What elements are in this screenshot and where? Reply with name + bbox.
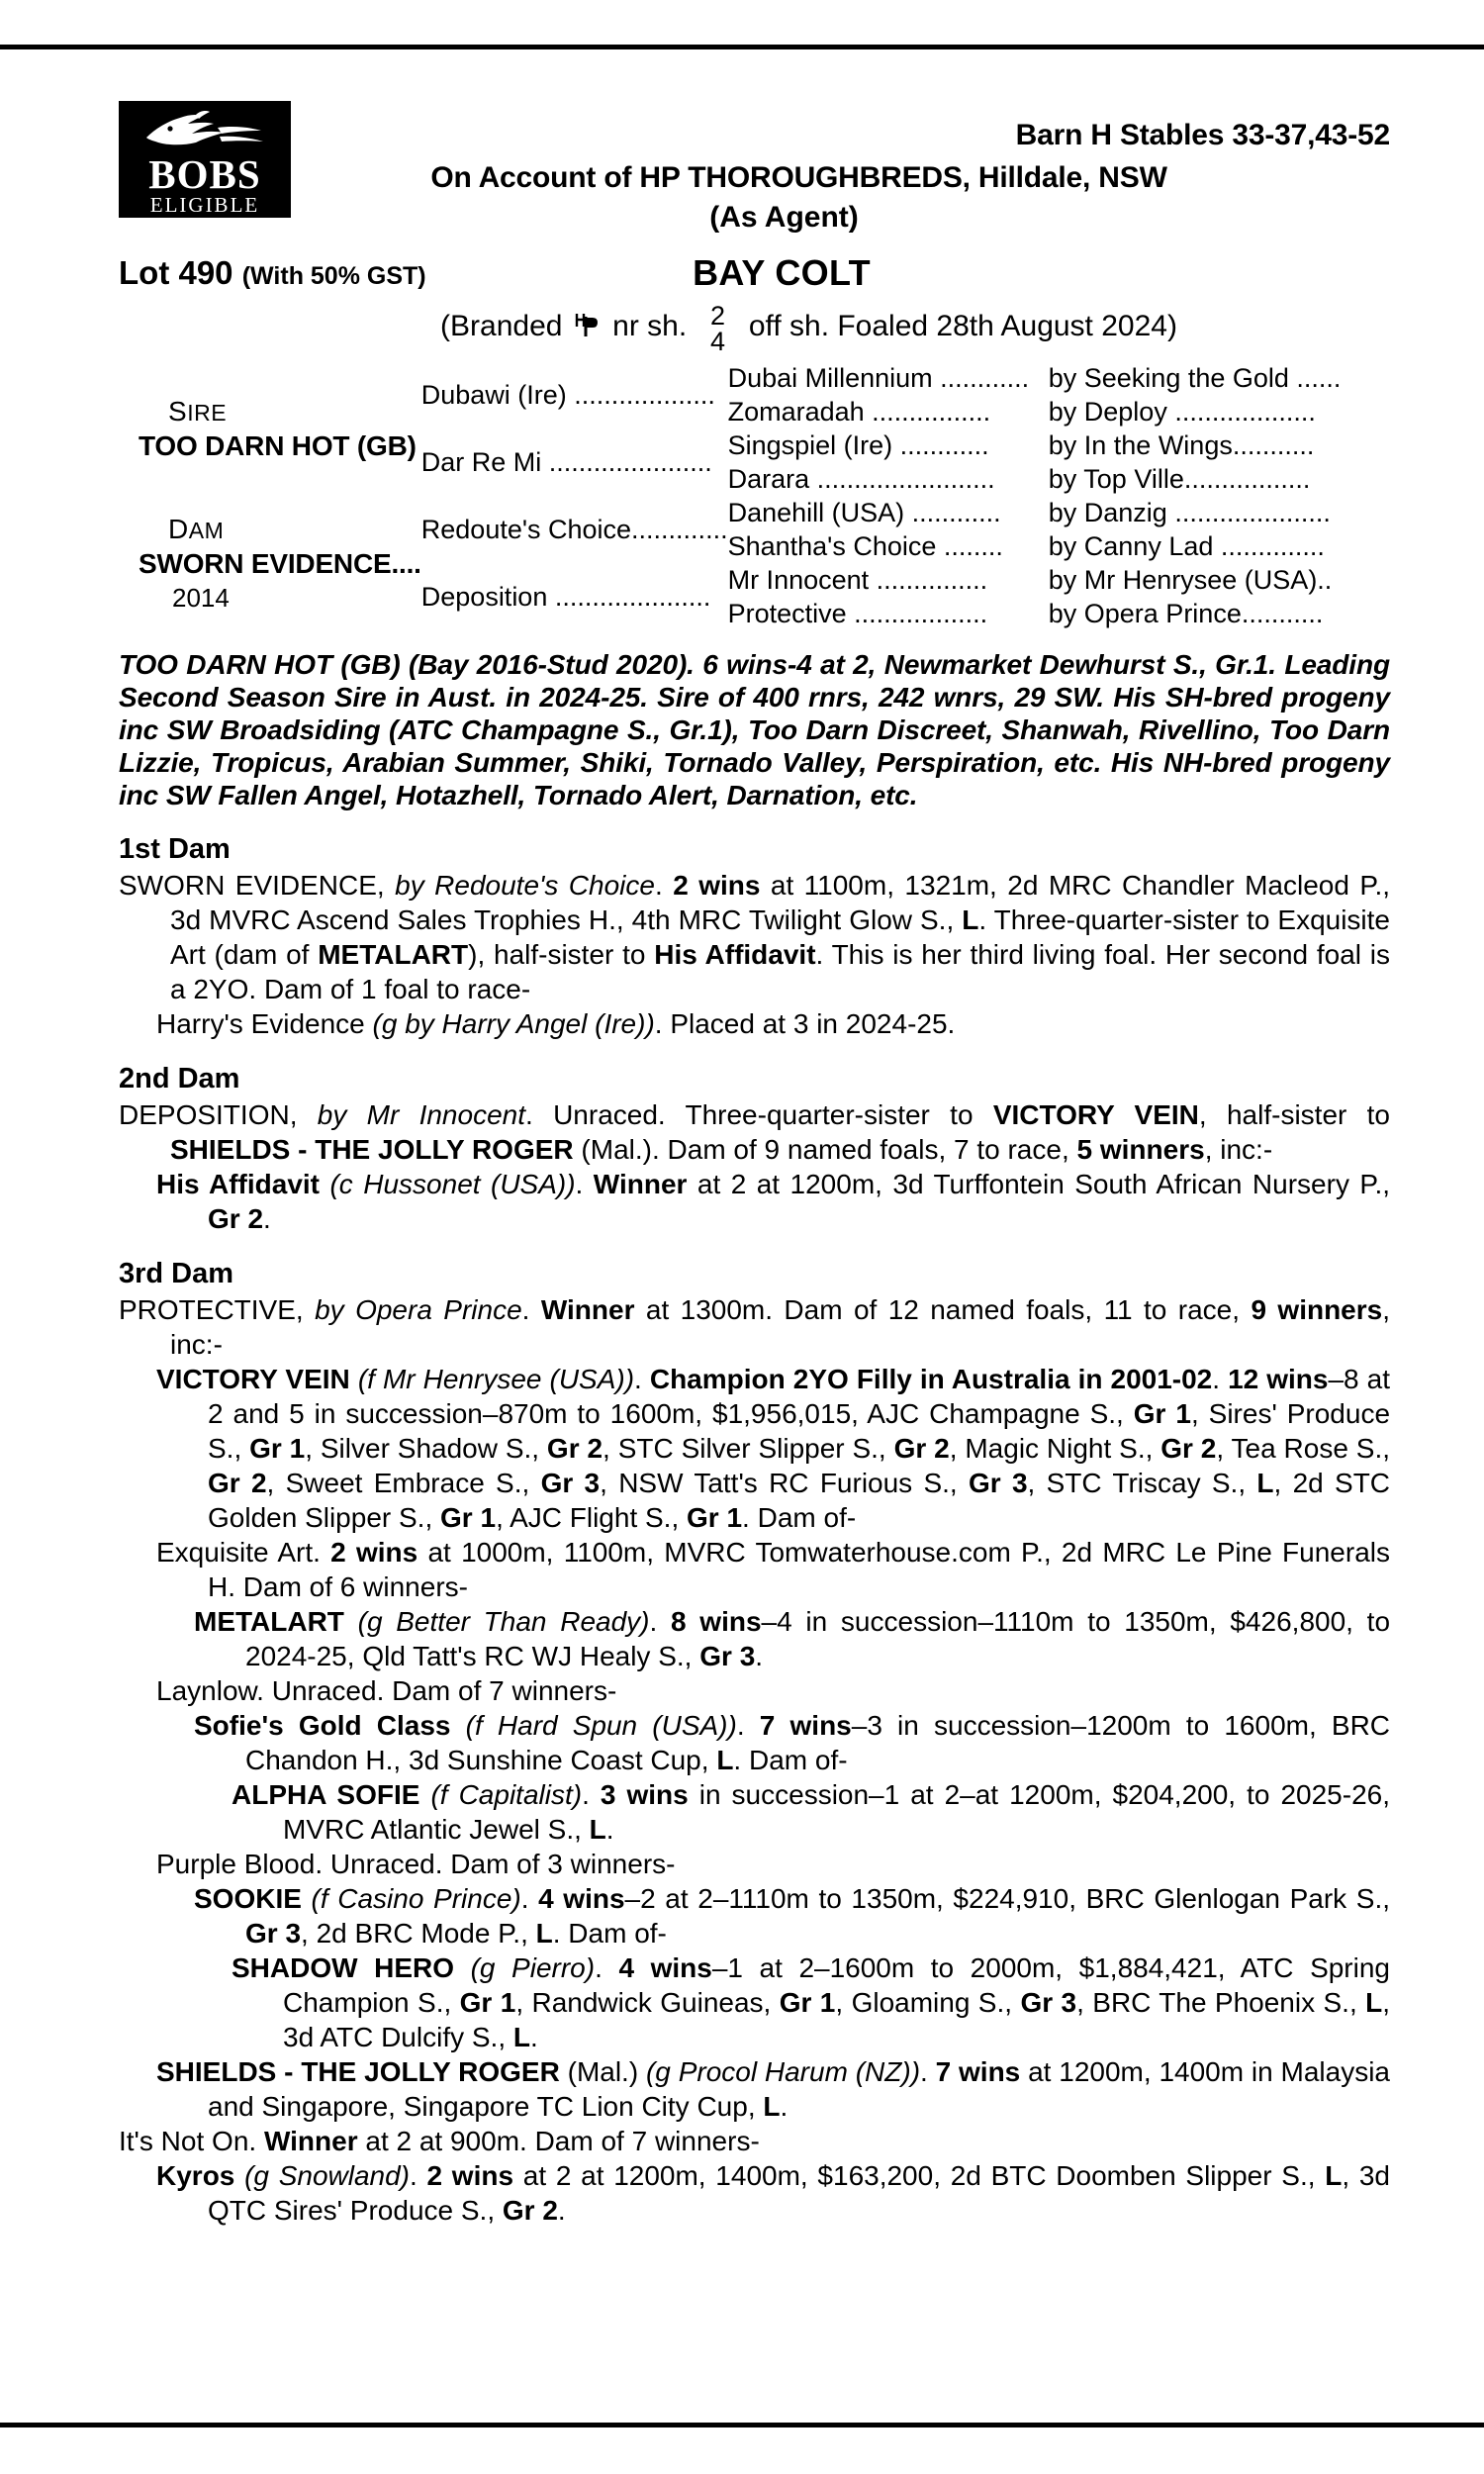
table-row [119, 496, 1390, 529]
ancestor-name: Dubai Millennium ............ [727, 363, 1030, 393]
ancestor-name: Shantha's Choice ........ [727, 531, 1003, 561]
dam-year: 2014 [172, 582, 230, 613]
pedigree-entry [119, 1362, 1390, 1535]
lot-gst-note: (With 50% GST) [241, 262, 426, 290]
entry-emphasis: Gr 2 [208, 1468, 267, 1498]
bobs-eligible-label: ELIGIBLE [149, 193, 260, 217]
page-content [119, 69, 1390, 2228]
entry-emphasis: SHADOW HERO [232, 1952, 455, 1983]
page-bottom-rule [0, 2423, 1484, 2427]
entry-emphasis: 4 wins [618, 1952, 712, 1983]
entry-text: at 1100m, 1321m, 2d MRC Chandler Macleod P., 3d MVRC Ascend Sales Trophies H., 4th MRC Twilight Glow S., [170, 870, 1391, 935]
entry-text: . [582, 1779, 601, 1810]
as-agent-label: (As Agent) [709, 201, 859, 234]
pedigree-entry [119, 1708, 1390, 1777]
ancestor-name: Mr Innocent ............... [727, 565, 988, 595]
entry-text: , Sires' Produce S., [208, 1398, 1391, 1464]
pedigree-entry [119, 1673, 1390, 1708]
brand-fraction-top: 2 [710, 301, 726, 331]
entry-text: . Dam of- [733, 1745, 848, 1775]
entry-breeding: (g by Harry Angel (Ire)) [372, 1008, 655, 1039]
entry-text: in succession–1 at 2–at 1200m, $204,200, to 2025-26, MVRC Atlantic Jewel S., [283, 1779, 1391, 1845]
entry-emphasis: Gr 2 [893, 1433, 950, 1464]
sire-summary-paragraph: TOO DARN HOT (GB) (Bay 2016-Stud 2020). 6 wins-4 at 2, Newmarket Dewhurst S., Gr.1. Leading Second Season Sire in Aust. in 2024-25. Sire of 400 rnrs, 242 wnrs, 29 SW. His SH-bred progeny inc SW Broadsiding (ATC Champagne S., Gr.1), Too Darn Discreet, Shanwah, Rivellino, Too Darn Lizzie, Tropicus, Arabian Summer, Shiki, Tornado Valley, Perspiration, etc. His NH-bred progeny inc SW Fallen Angel, Hotazhell, Tornado Alert, Darnation, etc. [119, 649, 1390, 810]
account-of-label: On Account of HP THOROUGHBREDS, Hilldale, NSW [430, 161, 1167, 194]
pedigree-table [119, 361, 1390, 630]
entry-text [419, 1779, 430, 1810]
brand-fraction-bottom: 4 [710, 327, 726, 356]
entry-emphasis: L [535, 1918, 553, 1949]
entry-text: , 3d QTC Sires' Produce S., [208, 2160, 1391, 2226]
pedigree-entry [119, 1847, 1390, 1881]
bobs-wordmark: BOBS [148, 151, 261, 197]
entry-text: . [755, 1641, 764, 1671]
pedigree-entry [119, 1881, 1390, 1951]
entry-emphasis: L [1325, 2160, 1343, 2191]
lot-title-row [119, 254, 1390, 302]
entry-text: , BRC The Phoenix S., [1076, 1987, 1366, 2018]
entry-emphasis: His Affidavit [654, 939, 816, 970]
entry-text: . [605, 1814, 614, 1845]
sire-cell [119, 361, 421, 496]
entry-text: –2 at 2–1110m to 1350m, $224,910, BRC Glenlogan Park S., [624, 1883, 1391, 1914]
entry-breeding: (f Capitalist) [430, 1779, 583, 1810]
entry-text: , STC Triscay S., [1027, 1468, 1257, 1498]
entry-emphasis: Gr 3 [245, 1918, 302, 1949]
entry-text: at 2 at 1200m, 1400m, $163,200, 2d BTC Doomben Slipper S., [513, 2160, 1326, 2191]
lot-number-text: Lot 490 [119, 254, 233, 291]
entry-text: , Tea Rose S., [1216, 1433, 1390, 1464]
entry-text: . [595, 1952, 619, 1983]
entry-text: . Unraced. Three-quarter-sister to [525, 1099, 993, 1130]
ancestor-sire: by Seeking the Gold ...... [1048, 363, 1342, 393]
entry-emphasis: 2 wins [330, 1537, 418, 1568]
ancestor-sire: by Mr Henrysee (USA).. [1048, 565, 1333, 595]
brand-details-inline [440, 301, 1177, 356]
entry-text: . [780, 2091, 788, 2122]
entry-text: . This is her third living foal. Her second foal is a 2YO. Dam of 1 foal to race- [170, 939, 1390, 1004]
entry-emphasis: Gr 3 [540, 1468, 601, 1498]
entry-emphasis: 3 wins [600, 1779, 689, 1810]
dam-dam-name: Deposition ..................... [420, 582, 711, 612]
pedigree-entry [119, 1292, 1390, 1362]
barn-stables-label: Barn H Stables 33-37,43-52 [1015, 119, 1390, 151]
entry-emphasis: Gr 2 [502, 2195, 558, 2226]
ancestor-sire: by Deploy ................... [1048, 397, 1316, 427]
entry-emphasis: SOOKIE [194, 1883, 302, 1914]
entry-text: , inc:- [170, 1294, 1390, 1360]
entry-text: . [557, 2195, 566, 2226]
entry-text: at 1000m, 1100m, MVRC Tomwaterhouse.com P., 2d MRC Le Pine Funerals H. Dam of 6 winners- [208, 1537, 1390, 1602]
entry-breeding: by Redoute's Choice [395, 870, 655, 901]
entry-emphasis: L [1365, 1987, 1383, 2018]
entry-emphasis: Gr 1 [440, 1502, 497, 1533]
entry-text: . [410, 2160, 427, 2191]
entry-breeding: (g Snowland) [244, 2160, 411, 2191]
entry-text [320, 1169, 329, 1199]
entry-emphasis: Gr 1 [687, 1502, 743, 1533]
entry-text: , Gloaming S., [835, 1987, 1021, 2018]
brand-details-row [119, 301, 1390, 356]
ancestor-name: Singspiel (Ire) ............ [727, 430, 989, 460]
page-title: BAY COLT [693, 252, 871, 293]
entry-emphasis: L [962, 904, 979, 935]
entry-breeding: (c Hussonet (USA)) [329, 1169, 576, 1199]
entry-text [450, 1710, 465, 1741]
dam-label: DAM [168, 513, 225, 544]
entry-emphasis: Gr 2 [208, 1203, 264, 1234]
entry-text: . Dam of- [552, 1918, 667, 1949]
entry-emphasis: 2 wins [673, 870, 761, 901]
ancestor-name: Protective .................. [727, 599, 988, 628]
H-P-brand-icon [573, 310, 603, 339]
entry-text: . [263, 1203, 271, 1234]
dam-cell [119, 496, 421, 630]
entry-emphasis: Gr 1 [1133, 1398, 1191, 1429]
ancestor-sire: by Danzig ..................... [1048, 498, 1331, 527]
entry-emphasis: Winner [263, 2126, 358, 2156]
dam-heading: 1st Dam [119, 833, 231, 865]
entry-text: . Three-quarter-sister to Exquisite Art (dam of [170, 904, 1391, 970]
brand-prefix-label: (Branded [440, 309, 563, 342]
entry-text: –8 at 2 and 5 in succession–870m to 1600m, $1,956,015, AJC Champagne S., [208, 1364, 1391, 1429]
entry-text: . Dam of- [742, 1502, 857, 1533]
entry-text: Laynlow. Unraced. Dam of 7 winners- [156, 1675, 617, 1706]
entry-text: , 3d ATC Dulcify S., [283, 1987, 1391, 2052]
pedigree-entry [119, 1167, 1390, 1236]
pedigree-entry [119, 1604, 1390, 1673]
entry-text: . [654, 870, 674, 901]
entry-breeding: by Opera Prince [315, 1294, 522, 1325]
entry-emphasis: VICTORY VEIN [156, 1364, 350, 1394]
entry-emphasis: Winner [540, 1294, 635, 1325]
dam-name: SWORN EVIDENCE.... [139, 547, 421, 579]
entry-text: Exquisite Art. [156, 1537, 331, 1568]
entry-text: –1 at 2–1600m to 2000m, $1,884,421, ATC Spring Champion S., [283, 1952, 1391, 2018]
entry-emphasis: 4 wins [538, 1883, 625, 1914]
sire-dam-name: Dar Re Mi ...................... [420, 447, 712, 477]
entry-text: , STC Silver Slipper S., [603, 1433, 894, 1464]
entry-emphasis: SHIELDS - THE JOLLY ROGER [170, 1134, 574, 1165]
entry-emphasis: 7 wins [935, 2056, 1021, 2087]
entry-breeding: (g Pierro) [470, 1952, 596, 1983]
entry-text: –4 in succession–1110m to 1350m, $426,800, to 2024-25, Qld Tatt's RC WJ Healy S., [245, 1606, 1391, 1671]
entry-text: . [1212, 1364, 1229, 1394]
entry-text: , Silver Shadow S., [305, 1433, 547, 1464]
entry-emphasis: L [589, 1814, 606, 1845]
entry-breeding: (f Mr Henrysee (USA)) [357, 1364, 635, 1394]
entry-emphasis: 8 wins [671, 1606, 762, 1637]
entry-text: , AJC Flight S., [496, 1502, 688, 1533]
entry-text: . Placed at 3 in 2024-25. [654, 1008, 956, 1039]
entry-emphasis: L [716, 1745, 734, 1775]
entry-text: DEPOSITION, [119, 1099, 318, 1130]
pedigree-entry [119, 2158, 1390, 2228]
entry-emphasis: Gr 2 [1160, 1433, 1217, 1464]
entry-emphasis: ALPHA SOFIE [232, 1779, 420, 1810]
entry-text: It's Not On. [119, 2126, 264, 2156]
entry-emphasis: Gr 1 [249, 1433, 306, 1464]
sire-label: SIRE [168, 395, 228, 427]
entry-text: at 1200m, 1400m in Malaysia and Singapore, Singapore TC Lion City Cup, [208, 2056, 1390, 2122]
ancestor-name: Zomaradah ................ [727, 397, 991, 427]
entry-emphasis: His Affidavit [156, 1169, 320, 1199]
entry-text: , NSW Tatt's RC Furious S., [600, 1468, 969, 1498]
entry-text: at 1300m. Dam of 12 named foals, 11 to race, [634, 1294, 1252, 1325]
entry-breeding: by Mr Innocent [317, 1099, 525, 1130]
entry-emphasis: VICTORY VEIN [992, 1099, 1199, 1130]
entry-text [344, 1606, 358, 1637]
dam-sections [119, 833, 1390, 2228]
entry-emphasis: Champion 2YO Filly in Australia in 2001-02 [649, 1364, 1213, 1394]
pedigree-entry [119, 868, 1390, 1006]
entry-breeding: (f Hard Spun (USA)) [465, 1710, 737, 1741]
entry-emphasis: Kyros [156, 2160, 235, 2191]
entry-text: . [520, 1883, 539, 1914]
entry-emphasis: Winner [593, 1169, 688, 1199]
brand-fraction [701, 303, 735, 354]
entry-emphasis: 5 winners [1076, 1134, 1205, 1165]
pedigree-entry [119, 2054, 1390, 2124]
entry-text: . [530, 2022, 538, 2052]
entry-text: SWORN EVIDENCE, [119, 870, 396, 901]
entry-emphasis: Gr 2 [546, 1433, 603, 1464]
entry-text: , 2d STC Golden Slipper S., [208, 1468, 1391, 1533]
entry-text: ), half-sister to [468, 939, 655, 970]
entry-text: , Magic Night S., [949, 1433, 1161, 1464]
entry-emphasis: 9 winners [1251, 1294, 1383, 1325]
brand-suffix-label: off sh. Foaled 28th August 2024) [748, 309, 1177, 342]
entry-emphasis: L [512, 2022, 530, 2052]
dam-heading: 3rd Dam [119, 1258, 234, 1289]
entry-text: , half-sister to [1198, 1099, 1390, 1130]
pedigree-entry [119, 1535, 1390, 1604]
entry-text: , Sweet Embrace S., [266, 1468, 541, 1498]
entry-emphasis: Gr 3 [969, 1468, 1028, 1498]
horse-head-icon [119, 110, 291, 153]
catalogue-header [119, 69, 1390, 252]
entry-text: –3 in succession–1200m to 1600m, BRC Chandon H., 3d Sunshine Coast Cup, [245, 1710, 1391, 1775]
sire-sire-name: Dubawi (Ire) ................... [420, 380, 715, 410]
entry-emphasis: METALART [318, 939, 469, 970]
entry-emphasis: SHIELDS - THE JOLLY ROGER [156, 2056, 560, 2087]
entry-emphasis: Sofie's Gold Class [194, 1710, 451, 1741]
entry-text: , inc:- [1204, 1134, 1273, 1165]
page-top-rule [0, 45, 1484, 49]
entry-text [350, 1364, 358, 1394]
ancestor-name: Danehill (USA) ............ [727, 498, 1001, 527]
entry-text: at 2 at 900m. Dam of 7 winners- [357, 2126, 760, 2156]
entry-text: . [575, 1169, 594, 1199]
entry-emphasis: L [1256, 1468, 1274, 1498]
ancestor-sire: by Opera Prince........... [1048, 599, 1324, 628]
entry-emphasis: 7 wins [759, 1710, 852, 1741]
pedigree-entry [119, 1006, 1390, 1041]
entry-text: . [521, 1294, 541, 1325]
pedigree-entry [119, 1777, 1390, 1847]
entry-text [234, 2160, 244, 2191]
entry-emphasis: 12 wins [1228, 1364, 1329, 1394]
entry-emphasis: Gr 1 [459, 1987, 516, 2018]
entry-text: (Mal.). Dam of 9 named foals, 7 to race, [573, 1134, 1077, 1165]
pedigree-entry [119, 1097, 1390, 1167]
entry-emphasis: Gr 3 [1020, 1987, 1077, 2018]
dam-heading: 2nd Dam [119, 1063, 240, 1094]
entry-text: at 2 at 1200m, 3d Turffontein South African Nursery P., [687, 1169, 1391, 1199]
pedigree-entry [119, 2124, 1390, 2158]
entry-breeding: (g Better Than Ready) [357, 1606, 650, 1637]
entry-text [302, 1883, 312, 1914]
entry-breeding: (f Casino Prince) [311, 1883, 521, 1914]
entry-text: PROTECTIVE, [119, 1294, 316, 1325]
ancestor-sire: by Top Ville................. [1048, 464, 1311, 494]
dam-sire-name: Redoute's Choice............. [420, 515, 728, 544]
ancestor-name: Darara ........................ [727, 464, 995, 494]
entry-text: Purple Blood. Unraced. Dam of 3 winners- [156, 1849, 676, 1879]
ancestor-sire: by Canny Lad .............. [1048, 531, 1325, 561]
brand-nr-shoulder-label: nr sh. [612, 309, 688, 342]
entry-emphasis: Gr 3 [699, 1641, 756, 1671]
table-row [119, 361, 1390, 395]
entry-emphasis: Gr 1 [779, 1987, 836, 2018]
ancestor-sire: by In the Wings........... [1048, 430, 1315, 460]
entry-text: , 2d BRC Mode P., [301, 1918, 536, 1949]
entry-text: (Mal.) [559, 2056, 646, 2087]
entry-text: . [736, 1710, 760, 1741]
entry-text [454, 1952, 471, 1983]
entry-breeding: (g Procol Harum (NZ)) [645, 2056, 921, 2087]
entry-text: . [920, 2056, 936, 2087]
entry-text: , Randwick Guineas, [515, 1987, 780, 2018]
entry-emphasis: L [763, 2091, 781, 2122]
entry-emphasis: METALART [194, 1606, 344, 1637]
sire-name: TOO DARN HOT (GB) [139, 429, 417, 461]
entry-text: . [649, 1606, 672, 1637]
entry-emphasis: 2 wins [426, 2160, 514, 2191]
entry-text: Harry's Evidence [156, 1008, 373, 1039]
entry-text: . [634, 1364, 650, 1394]
pedigree-entry [119, 1951, 1390, 2054]
